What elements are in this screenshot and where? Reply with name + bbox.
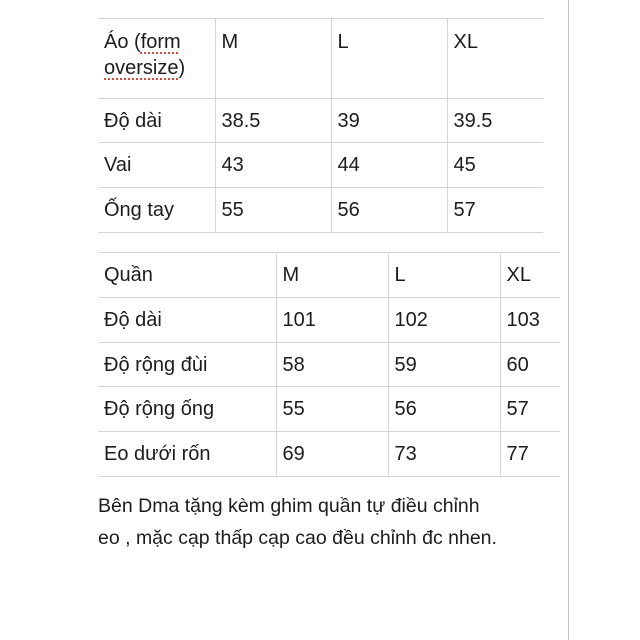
- row-value: 55: [276, 387, 388, 432]
- row-label: Độ rộng ống: [98, 387, 276, 432]
- table-row: [98, 343, 560, 387]
- row-label: Vai: [98, 143, 215, 188]
- pants-header-size: M: [276, 253, 388, 298]
- shirt-header-size: XL: [447, 19, 543, 99]
- row-label: Độ rộng đùi: [98, 343, 276, 387]
- row-value: 45: [447, 143, 543, 188]
- shirt-header-row: [98, 19, 543, 99]
- row-label: Eo dưới rốn: [98, 432, 276, 477]
- row-value: 39: [331, 99, 447, 143]
- row-value: 43: [215, 143, 331, 188]
- row-value: 38.5: [215, 99, 331, 143]
- table-row: [98, 99, 543, 143]
- row-value: 69: [276, 432, 388, 477]
- row-label: Độ dài: [98, 298, 276, 343]
- pants-size-table: [98, 252, 560, 477]
- row-value: 60: [500, 343, 560, 387]
- row-value: 57: [500, 387, 560, 432]
- row-value: 57: [447, 188, 543, 233]
- scroll-edge: [568, 0, 569, 640]
- row-value: 39.5: [447, 99, 543, 143]
- pants-header-size: XL: [500, 253, 560, 298]
- row-value: 59: [388, 343, 500, 387]
- note-line: Bên Dma tặng kèm ghim quần tự điều chỉnh: [98, 495, 480, 517]
- table-row: [98, 188, 543, 233]
- table-row: [98, 143, 543, 188]
- row-label: Ống tay: [98, 188, 215, 233]
- row-value: 103: [500, 298, 560, 343]
- note-line: eo , mặc cạp thấp cạp cao đều chỉnh đc nhen.: [98, 527, 497, 549]
- pants-header-size: L: [388, 253, 500, 298]
- shirt-label-close: ): [178, 57, 186, 79]
- shirt-label-form: form: [140, 31, 181, 53]
- note-text: [98, 490, 558, 554]
- table-row: [98, 298, 560, 343]
- row-value: 44: [331, 143, 447, 188]
- row-value: 56: [388, 387, 500, 432]
- row-value: 102: [388, 298, 500, 343]
- row-value: 55: [215, 188, 331, 233]
- pants-header-row: [98, 253, 560, 298]
- shirt-header-label: [98, 19, 215, 99]
- row-label: Độ dài: [98, 99, 215, 143]
- shirt-size-table: [98, 18, 543, 233]
- row-value: 101: [276, 298, 388, 343]
- table-row: [98, 387, 560, 432]
- shirt-header-size: M: [215, 19, 331, 99]
- shirt-label-prefix: Áo (: [104, 31, 141, 53]
- shirt-label-oversize: oversize: [104, 57, 179, 79]
- row-value: 73: [388, 432, 500, 477]
- row-value: 58: [276, 343, 388, 387]
- pants-header-label: Quần: [98, 253, 276, 298]
- table-row: [98, 432, 560, 477]
- shirt-header-size: L: [331, 19, 447, 99]
- row-value: 77: [500, 432, 560, 477]
- row-value: 56: [331, 188, 447, 233]
